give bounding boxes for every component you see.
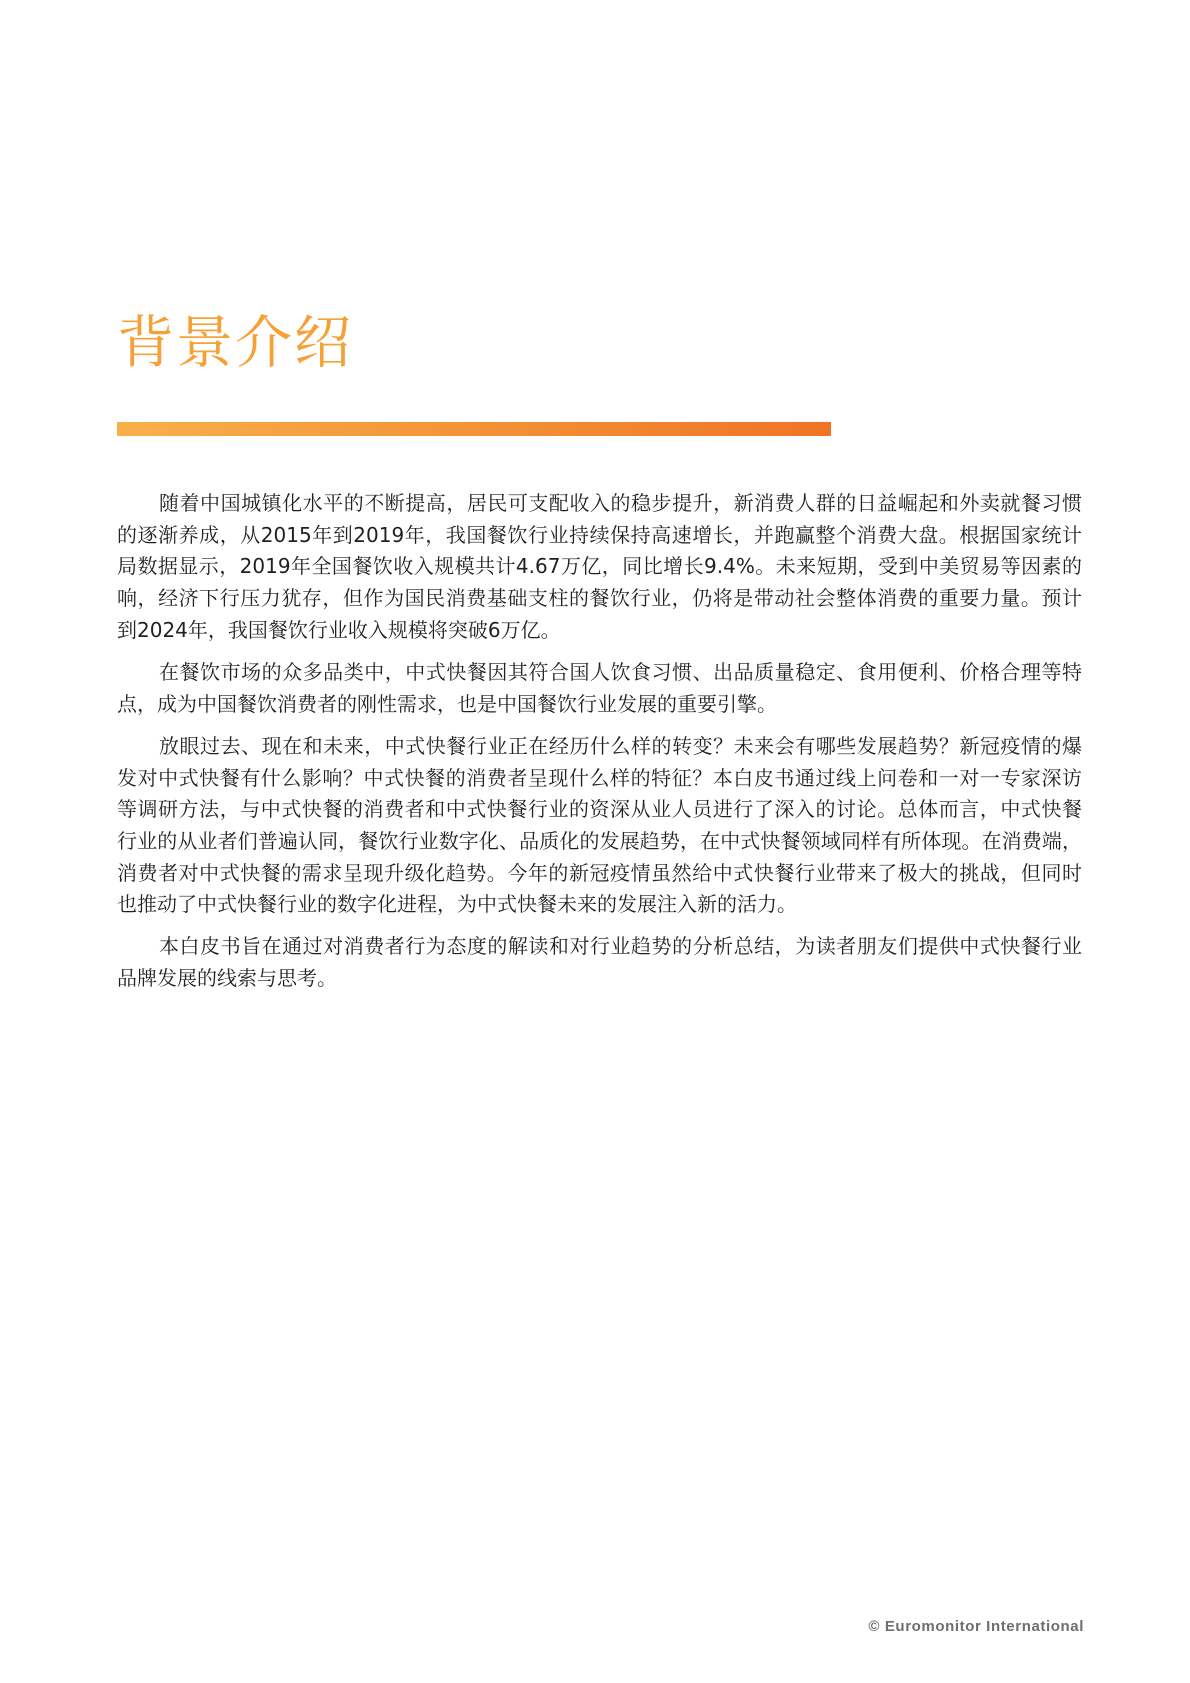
paragraph-line: 响，经济下行压力犹存，但作为国民消费基础支柱的餐饮行业，仍将是带动社会整体消费的重要力量。预计 (117, 586, 1082, 611)
paragraph-line: 消费者对中式快餐的需求呈现升级化趋势。今年的新冠疫情虽然给中式快餐行业带来了极大的挑战，但同时 (117, 860, 1082, 885)
paragraph-line: 点，成为中国餐饮消费者的刚性需求，也是中国餐饮行业发展的重要引擎。 (117, 691, 777, 716)
paragraph-line: 放眼过去、现在和未来，中式快餐行业正在经历什么样的转变？未来会有哪些发展趋势？新冠疫情的爆 (159, 733, 1082, 758)
paragraph-line: 随着中国城镇化水平的不断提高，居民可支配收入的稳步提升，新消费人群的日益崛起和外卖就餐习惯 (159, 491, 1082, 515)
paragraph-line: 也推动了中式快餐行业的数字化进程，为中式快餐未来的发展注入新的活力。 (117, 892, 797, 917)
paragraph-line: 到2024年，我国餐饮行业收入规模将突破6万亿。 (117, 617, 561, 642)
paragraph-line: 在餐饮市场的众多品类中，中式快餐因其符合国人饮食习惯、出品质量稳定、食用便利、价格合理等特 (159, 659, 1082, 684)
paragraph-4 (117, 931, 1082, 994)
paragraph-line: 的逐渐养成，从2015年到2019年，我国餐饮行业持续保持高速增长，并跑赢整个消费大盘。根据国家统计 (117, 522, 1082, 547)
paragraph-2 (117, 657, 1082, 720)
paragraph-line: 品牌发展的线索与思考。 (117, 966, 337, 991)
copyright-footer: © Euromonitor International (868, 1618, 1084, 1635)
paragraph-1 (117, 488, 1082, 646)
paragraph-line: 等调研方法，与中式快餐的消费者和中式快餐行业的资深从业人员进行了深入的讨论。总体而言，中式快餐 (117, 797, 1082, 822)
page-title: 背景介绍 (117, 310, 353, 376)
paragraph-line: 行业的从业者们普遍认同，餐饮行业数字化、品质化的发展趋势，在中式快餐领域同样有所体现。在消费端， (117, 828, 1082, 853)
title-underline-bar (117, 422, 831, 436)
body-text (117, 488, 1082, 1005)
paragraph-line: 局数据显示，2019年全国餐饮收入规模共计4.67万亿，同比增长9.4%。未来短期，受到中美贸易等因素的 (117, 554, 1082, 579)
paragraph-line: 发对中式快餐有什么影响？中式快餐的消费者呈现什么样的特征？本白皮书通过线上问卷和一对一专家深访 (117, 765, 1082, 790)
paragraph-line: 本白皮书旨在通过对消费者行为态度的解读和对行业趋势的分析总结，为读者朋友们提供中式快餐行业 (159, 934, 1082, 959)
paragraph-3 (117, 731, 1082, 921)
